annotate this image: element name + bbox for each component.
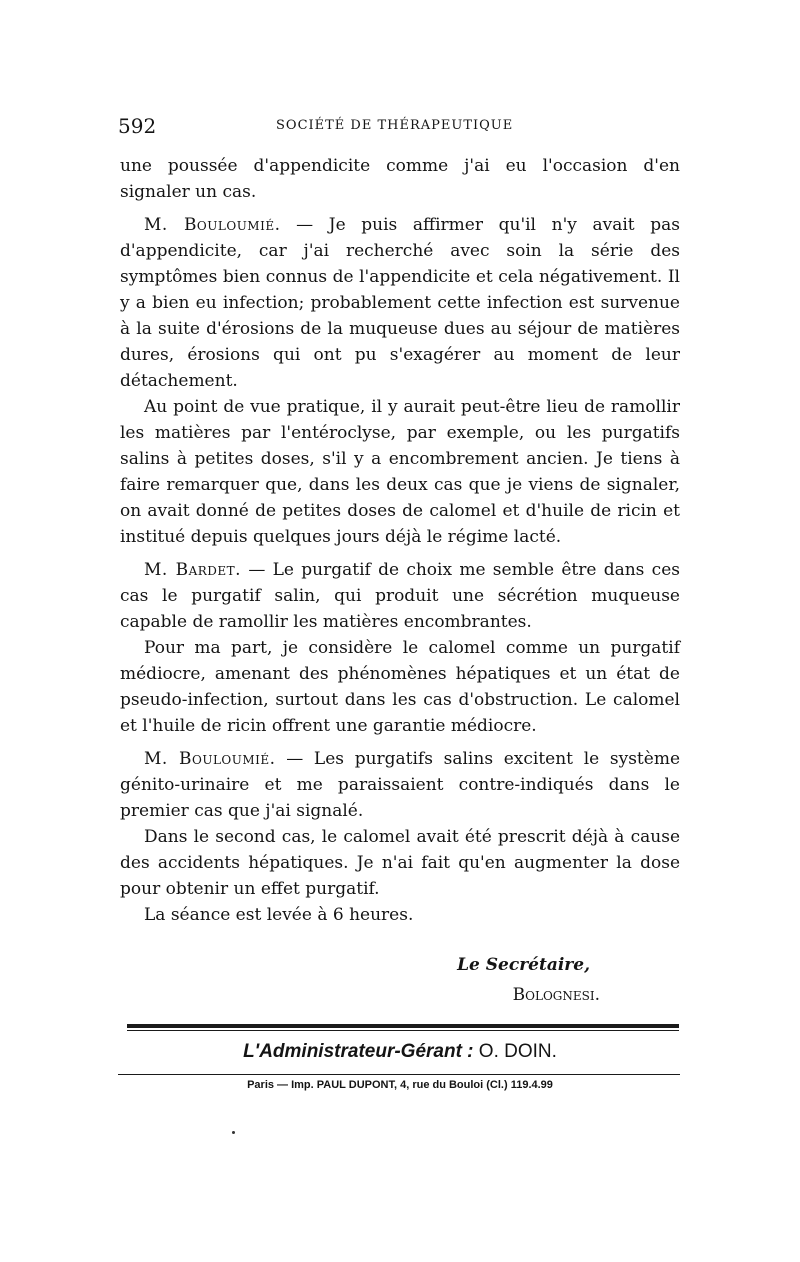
running-title: SOCIÉTÉ DE THÉRAPEUTIQUE (276, 118, 514, 133)
footer-rule-thick (127, 1024, 679, 1028)
secretary-title: Le Secrétaire, (457, 955, 590, 975)
paragraph-bouloumie-2 (120, 746, 680, 824)
paragraph-text: — Les purgatifs salins excitent le système génito-urinaire et me paraissaient contre-indiqués dans le premier cas que j'ai signalé. (120, 749, 680, 821)
administrator-name: O. DOIN. (473, 1041, 557, 1062)
paragraph-bouloumie-1 (120, 212, 680, 394)
footer-rule-thin (127, 1030, 679, 1031)
printer-imprint: Paris — Imp. PAUL DUPONT, 4, rue du Bouloi (Cl.) 119.4.99 (247, 1079, 553, 1091)
paragraph-practical-point: Au point de vue pratique, il y aurait peut-être lieu de ramollir les matières par l'entéroclyse, par exemple, ou les purgatifs salins à petites doses, s'il y a encombrement ancien. Je tiens à faire remarquer que, dans les deux cas que je viens de signaler, on avait donné de petites doses de calomel et d'huile de ricin et institué depuis quelques jours déjà le régime lacté. (120, 397, 680, 547)
administrator-role: L'Administrateur-Gérant : (243, 1041, 474, 1062)
signoff (120, 952, 600, 1008)
paragraph-calomel: Pour ma part, je considère le calomel comme un purgatif médiocre, amenant des phénomènes hépatiques et un état de pseudo-infection, surtout dans les cas d'obstruction. Le calomel et l'huile de ricin offrent une garantie médiocre. (120, 638, 680, 736)
page-number: 592 (118, 114, 157, 138)
imprint-rule (118, 1074, 680, 1075)
administrator-line (0, 1037, 800, 1067)
paragraph-bardet (120, 557, 680, 635)
paragraph-closing: La séance est levée à 6 heures. (144, 905, 414, 925)
speaker-name: M. Bardet. (144, 560, 242, 580)
body-text (120, 153, 680, 928)
paragraph-text: — Le purgatif de choix me semble être dans ces cas le purgatif salin, qui produit une sécrétion muqueuse capable de ramollir les matières encombrantes. (120, 560, 680, 632)
ink-speck (232, 1131, 235, 1134)
paragraph-second-case: Dans le second cas, le calomel avait été prescrit déjà à cause des accidents hépatiques. Je n'ai fait qu'en augmenter la dose pour obtenir un effet purgatif. (120, 827, 680, 899)
speaker-name: M. Bouloumié. (144, 749, 276, 769)
paragraph-continuation: une poussée d'appendicite comme j'ai eu l'occasion d'en signaler un cas. (120, 156, 680, 202)
speaker-name: M. Bouloumié. (144, 215, 281, 235)
paragraph-text: — Je puis affirmer qu'il n'y avait pas d'appendicite, car j'ai recherché avec soin la série des symptômes bien connus de l'appendicite et cela négativement. Il y a bien eu infection; probablement cette infection est survenue à la suite d'érosions de la muqueuse dues au séjour de matières dures, érosions qui ont pu s'exagérer au moment de leur détachement. (120, 215, 680, 391)
secretary-name: Bolognesi. (512, 985, 600, 1005)
page-header (118, 113, 680, 139)
